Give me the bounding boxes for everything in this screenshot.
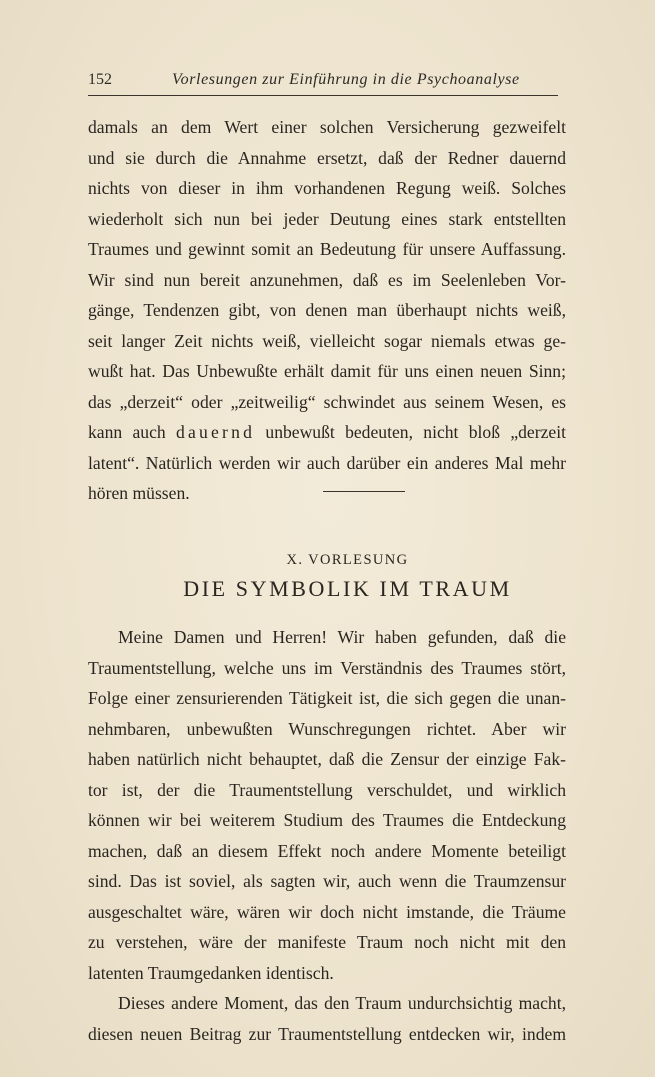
text-line: Traumentstellung, welche uns im Verständnis des Traumes stört, bbox=[88, 657, 566, 678]
paragraph-2 bbox=[88, 622, 566, 988]
running-title: Vorlesungen zur Einführung in die Psychoanalyse bbox=[172, 71, 520, 88]
page-header bbox=[88, 71, 568, 95]
text-line: wiederholt sich nun bei jeder Deutung eines stark entstellten bbox=[88, 208, 566, 229]
text-line: und sie durch die Annahme ersetzt, daß der Redner dauernd bbox=[88, 147, 566, 168]
text-line: Traumes und gewinnt somit an Bedeutung für unsere Auffassung. bbox=[88, 239, 566, 259]
page-number: 152 bbox=[88, 71, 112, 88]
text-line: ausgeschaltet wäre, wären wir doch nicht imstande, die Träume bbox=[88, 901, 566, 922]
text-line: sind. Das ist soviel, als sagten wir, auch wenn die Traumzensur bbox=[88, 871, 566, 891]
text-line: tor ist, der die Traumentstellung verschuldet, und wirklich bbox=[88, 779, 566, 800]
text-line: haben natürlich nicht behauptet, daß die Zensur der einzige Fak- bbox=[88, 749, 566, 769]
text-line-with-spaced-word bbox=[88, 417, 566, 448]
header-rule bbox=[88, 95, 558, 96]
text-line: nehmbaren, unbewußten Wunschregungen richtet. Aber wir bbox=[88, 718, 566, 739]
section-separator-rule bbox=[323, 491, 405, 492]
chapter-title: DIE SYMBOLIK IM TRAUM bbox=[183, 576, 512, 601]
text-fragment: unbewußt bedeuten, nicht bloß „derzeit bbox=[265, 422, 566, 442]
text-line: können wir bei weiterem Studium des Traumes die Entdeckung bbox=[88, 810, 566, 830]
paragraph-3 bbox=[88, 988, 566, 1049]
text-line: Folge einer zensurierenden Tätigkeit ist, die sich gegen die unan- bbox=[88, 688, 566, 708]
text-line: damals an dem Wert einer solchen Versicherung gezweifelt bbox=[88, 117, 566, 137]
text-line: das „derzeit“ oder „zeitweilig“ schwindet aus seinem Wesen, es bbox=[88, 391, 566, 412]
paragraph-1 bbox=[88, 112, 566, 509]
text-line: seit langer Zeit nichts weiß, vielleicht sogar niemals etwas ge- bbox=[88, 330, 566, 351]
chapter-label: X. VORLESUNG bbox=[286, 552, 409, 568]
text-line: wußt hat. Das Unbewußte erhält damit für uns einen neuen Sinn; bbox=[88, 361, 566, 381]
text-line: latenten Traumgedanken identisch. bbox=[88, 962, 334, 983]
text-line: latent“. Natürlich werden wir auch darüber ein anderes Mal mehr bbox=[88, 452, 566, 473]
text-line: zu verstehen, wäre der manifeste Traum noch nicht mit den bbox=[88, 932, 566, 952]
text-fragment: kann auch bbox=[88, 422, 166, 442]
text-line: hören müssen. bbox=[88, 483, 190, 503]
text-line: machen, daß an diesem Effekt noch andere Momente beteiligt bbox=[88, 840, 566, 861]
text-line: Wir sind nun bereit anzunehmen, daß es im Seelenleben Vor- bbox=[88, 269, 566, 290]
text-line: nichts von dieser in ihm vorhandenen Regung weiß. Solches bbox=[88, 178, 566, 198]
text-line: Dieses andere Moment, das den Traum undurchsichtig macht, bbox=[118, 993, 566, 1013]
text-line: Meine Damen und Herren! Wir haben gefunden, daß die bbox=[118, 627, 566, 647]
text-line: gänge, Tendenzen gibt, von denen man überhaupt nichts weiß, bbox=[88, 300, 566, 320]
text-line: diesen neuen Beitrag zur Traumentstellung entdecken wir, indem bbox=[88, 1023, 566, 1044]
spaced-emphasis-word: dauernd bbox=[176, 422, 256, 442]
